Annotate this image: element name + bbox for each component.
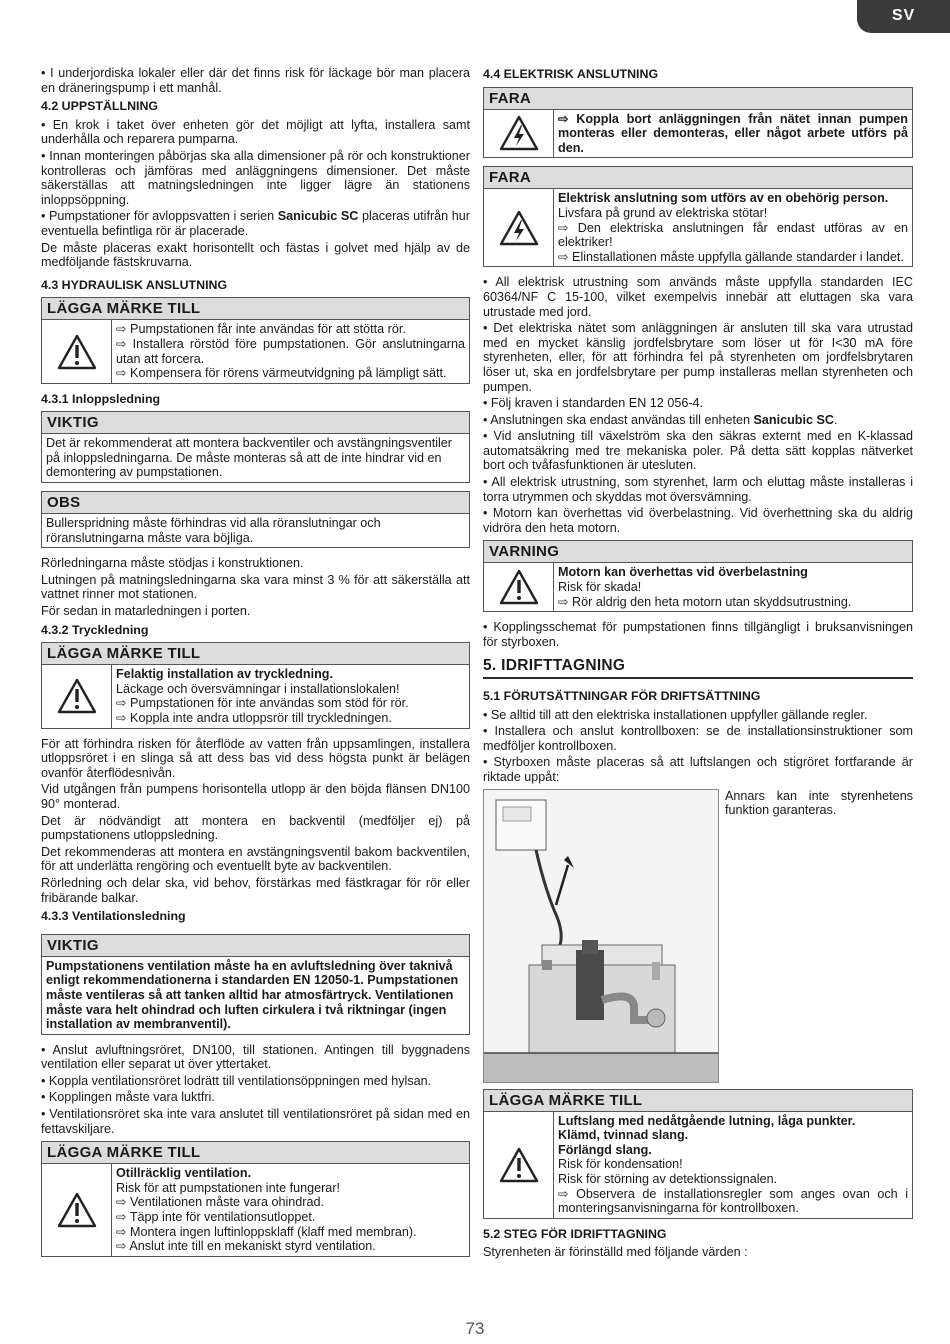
danger-line: ⇨ Den elektriska anslutningen får endast utföras av en elektriker! [558, 220, 908, 250]
notice-line: ⇨ Observera de installationsregler som anges ovan och i monteringsanvisningarna för kontrollboxen. [558, 1186, 908, 1216]
warning-icon [484, 563, 554, 611]
paragraph: • Vid anslutning till växelström ska den säkras externt med en K-klassad automatsäkring med tre mekaniska poler. På detta sätt kopplas nätverket bort och tvåfasfunktionen är utesluten. [483, 429, 913, 473]
paragraph: • Följ kraven i standarden EN 12 056-4. [483, 396, 704, 411]
paragraph: • Kopplingen måste vara luktfri. [41, 1090, 215, 1105]
section-heading-4-3: 4.3 HYDRAULISK ANSLUTNING [41, 277, 228, 292]
notice-bold-line: Felaktig installation av tryckledning. [116, 667, 333, 682]
danger-bold-line: Elektrisk anslutning som utförs av en obehörig person. [558, 191, 889, 206]
warning-bold-line: Motorn kan överhettas vid överbelastning [558, 565, 808, 580]
obs-box [41, 491, 470, 548]
notice-box [41, 642, 470, 728]
danger-box-title: FARA [484, 88, 912, 110]
danger-line: ⇨ Elinstallationen måste uppfylla gällande standarder i landet. [558, 249, 904, 264]
warning-line: Risk för skada! [558, 580, 642, 595]
notice-line: Risk för störning av detektionssignalen. [558, 1171, 778, 1186]
paragraph: • Se alltid till att den elektriska installationen uppfyller gällande regler. [483, 707, 868, 722]
paragraph: • I underjordiska lokaler eller där det finns risk för läckage bör man placera en dräneringspump i ett manhål. [41, 66, 470, 95]
notice-line: ⇨ Ventilationen måste vara ohindrad. [116, 1195, 324, 1210]
paragraph: Det rekommenderas att montera en avstängningsventil bakom backventilen, för att underlätta rengöring och eventuellt byte av backventilen. [41, 844, 470, 874]
page-number: 73 [465, 1319, 485, 1338]
section-heading-4-4: 4.4 ELEKTRISK ANSLUTNING [483, 67, 659, 81]
notice-line: ⇨ Pumpstationen för inte användas som stöd för rör. [116, 696, 409, 711]
notice-box-title: LÄGGA MÄRKE TILL [42, 1142, 469, 1164]
danger-box [483, 87, 913, 159]
notice-line: ⇨ Täpp inte för ventilationsutloppet. [116, 1210, 316, 1225]
paragraph: • Anslut avluftningsröret, DN100, till stationen. Antingen till byggnadens ventilation eller separat ut över yttertaket. [41, 1042, 470, 1072]
paragraph: • Innan monteringen påbörjas ska alla dimensioner på rör och konstruktioner kontrolleras och jämföras med anläggningens dimensioner. Det måste säkerställas att matningsledningen inte ligger lägre än stationens inloppsöppning. [41, 148, 470, 207]
section-heading-4-3-2: 4.3.2 Tryckledning [41, 622, 149, 637]
notice-bold-line: Luftslang med nedåtgående lutning, låga punkter. [558, 1113, 856, 1128]
figure-caption: Annars kan inte styrenhetens funktion garanteras. [725, 788, 913, 818]
paragraph: • Ventilationsröret ska inte vara anslutet till ventilationsröret på sidan med en fettavskiljare. [41, 1107, 470, 1136]
notice-box [483, 1089, 913, 1219]
important-box [41, 411, 470, 483]
notice-bold-line: Otillräcklig ventilation. [116, 1166, 252, 1181]
right-column [483, 66, 913, 1262]
notice-line: Risk för att pumpstationen inte fungerar! [116, 1180, 341, 1195]
danger-bold-line: ⇨ Koppla bort anläggningen från nätet innan pumpen monteras eller demonteras, eller något arbete utförs på den. [558, 111, 908, 155]
section-heading-4-3-3: 4.3.3 Ventilationsledning [41, 909, 186, 924]
danger-box [483, 166, 913, 267]
warning-box-title: VARNING [484, 541, 912, 563]
notice-line: ⇨ Kompensera för rörens värmeutvidgning på lämpligt sätt. [116, 366, 447, 381]
paragraph: • Anslutningen ska endast användas till enheten Sanicubic SC. [483, 412, 838, 427]
electric-hazard-icon [484, 189, 554, 266]
paragraph: • All elektrisk utrustning som används måste uppfylla standarden IEC 60364/NF C 15-100, vilket exempelvis innebär att eluttagen ska vara utrustade med jord. [483, 275, 913, 319]
danger-line: Livsfara på grund av elektriska stötar! [558, 205, 768, 220]
obs-box-title: OBS [42, 492, 469, 514]
warning-icon [42, 1164, 112, 1256]
notice-bold-line: Förlängd slang. [558, 1142, 652, 1157]
paragraph: • En krok i taket över enheten gör det möjligt att lyfta, installera samt underhålla och reparera pumparna. [41, 117, 470, 147]
obs-box-text: Bullerspridning måste förhindras vid alla röranslutningar och röranslutningarna måste vara böjliga. [46, 516, 381, 545]
electric-hazard-icon [484, 110, 554, 158]
paragraph: Styrenheten är förinställd med följande värden : [483, 1245, 748, 1260]
notice-line: ⇨ Anslut inte till en mekaniskt styrd ventilation. [116, 1239, 376, 1254]
paragraph: • Kopplingsschemat för pumpstationen finns tillgängligt i bruksanvisningen för styrboxen. [483, 620, 913, 649]
paragraph: Vid utgången från pumpens horisontella utlopp är den böjda flänsen DN100 90° monterad. [41, 782, 470, 811]
paragraph: De måste placeras exakt horisontellt och fästas i golvet med hjälp av de medföljande fästskruvarna. [41, 240, 470, 270]
notice-bold-line: Klämd, tvinnad slang. [558, 1128, 689, 1143]
notice-box-title: LÄGGA MÄRKE TILL [484, 1090, 912, 1112]
notice-line: Risk för kondensation! [558, 1157, 683, 1172]
left-column [41, 66, 470, 1265]
paragraph: Det är nödvändigt att montera en backventil (medföljer ej) på pumpstationens utloppsledning. [41, 813, 470, 843]
paragraph: För sedan in matarledningen i porten. [41, 604, 251, 619]
paragraph: • Motorn kan överhettas vid överbelastning. Vid överhettning ska du aldrig vidröra den heta motorn. [483, 506, 913, 535]
notice-line: Läckage och översvämningar i installationslokalen! [116, 681, 400, 696]
paragraph: Lutningen på matningsledningarna ska vara minst 3 % för att säkerställa att vattnet rinner mot stationen. [41, 572, 470, 602]
paragraph: • Koppla ventilationsröret lodrätt till ventilationsöppningen med hylsan. [41, 1073, 432, 1088]
installation-figure [483, 789, 913, 1083]
paragraph: • Installera och anslut kontrollboxen: se de installationsinstruktioner som medföljer kontrollboxen. [483, 724, 913, 753]
paragraph: • Styrboxen måste placeras så att luftslangen och stigröret fortfarande är riktade uppåt: [483, 755, 913, 784]
paragraph: Rörledning och delar ska, vid behov, förstärkas med fästkragar för rör eller fribärande balkar. [41, 875, 470, 905]
important-box-title: VIKTIG [42, 935, 469, 957]
section-heading-4-2: 4.2 UPPSTÄLLNING [41, 99, 159, 114]
important-box-text: Pumpstationens ventilation måste ha en avluftsledning över taknivå enligt rekommendationerna i standarden EN 12050-1. Pumpstationen måste ventileras så att tanken alltid har atmosfärtryck. Ventilationen måste vara helt ohindrad och luften cirkulera i två riktningar (ingen installation av membranventil). [46, 958, 459, 1032]
warning-icon [484, 1112, 554, 1218]
paragraph: • Det elektriska nätet som anläggningen är ansluten till ska vara utrustad med en mycket känslig jordfelsbrytare som löser ut för I<30 mA före styrenheten, eller, för att förhindra fel på styrenheten om jordfelsbrytaren löser ut, ska en jordfelsbrytare per pump installeras mellan styrenheten och pumpen. [483, 321, 913, 394]
paragraph: • All elektrisk utrustning, som styrenhet, larm och eluttag måste installeras i torra utrymmen och skyddas mot översvämning. [483, 475, 913, 504]
warning-line: ⇨ Rör aldrig den heta motorn utan skyddsutrustning. [558, 594, 852, 609]
important-box-text: Det är rekommenderat att montera backventiler och avstängningsventiler på inloppsledningarna. De måste monteras så att de inte hindrar vid en demontering av pumpstationen. [46, 436, 453, 480]
section-heading-5-2: 5.2 STEG FÖR IDRIFTTAGNING [483, 1226, 667, 1241]
paragraph: Rörledningarna måste stödjas i konstruktionen. [41, 556, 304, 571]
paragraph: För att förhindra risken för återflöde av vatten från uppsamlingen, installera utloppsröret i en slinga så att dess bas vid dess högsta punkt är belägen ovanför återflödesnivån. [41, 736, 470, 780]
warning-box [483, 540, 913, 612]
notice-line: ⇨ Montera ingen luftinloppsklaff (klaff med membran). [116, 1224, 417, 1239]
danger-box-title: FARA [484, 167, 912, 189]
notice-box-title: LÄGGA MÄRKE TILL [42, 298, 469, 320]
notice-box [41, 297, 470, 383]
section-heading-4-3-1: 4.3.1 Inloppsledning [41, 391, 161, 406]
important-box-title: VIKTIG [42, 412, 469, 434]
paragraph: • Pumpstationer för avloppsvatten i serien Sanicubic SC placeras utifrån hur eventuella befintliga rör är placerade. [41, 209, 470, 238]
section-heading-5-1: 5.1 FÖRUTSÄTTNINGAR FÖR DRIFTSÄTTNING [483, 689, 761, 703]
notice-box-title: LÄGGA MÄRKE TILL [42, 643, 469, 665]
notice-line: ⇨ Installera rörstöd före pumpstationen. Gör anslutningarna utan att forcera. [116, 336, 465, 366]
important-box [41, 934, 470, 1035]
notice-line: ⇨ Koppla inte andra utloppsrör till tryckledningen. [116, 711, 392, 725]
notice-box [41, 1141, 470, 1257]
language-tab: SV [857, 0, 950, 33]
pump-station-illustration [483, 789, 719, 1083]
notice-line: ⇨ Pumpstationen får inte användas för att stötta rör. [116, 322, 406, 337]
warning-icon [42, 320, 112, 382]
section-heading-5: 5. IDRIFTTAGNING [483, 659, 913, 679]
warning-icon [42, 665, 112, 727]
